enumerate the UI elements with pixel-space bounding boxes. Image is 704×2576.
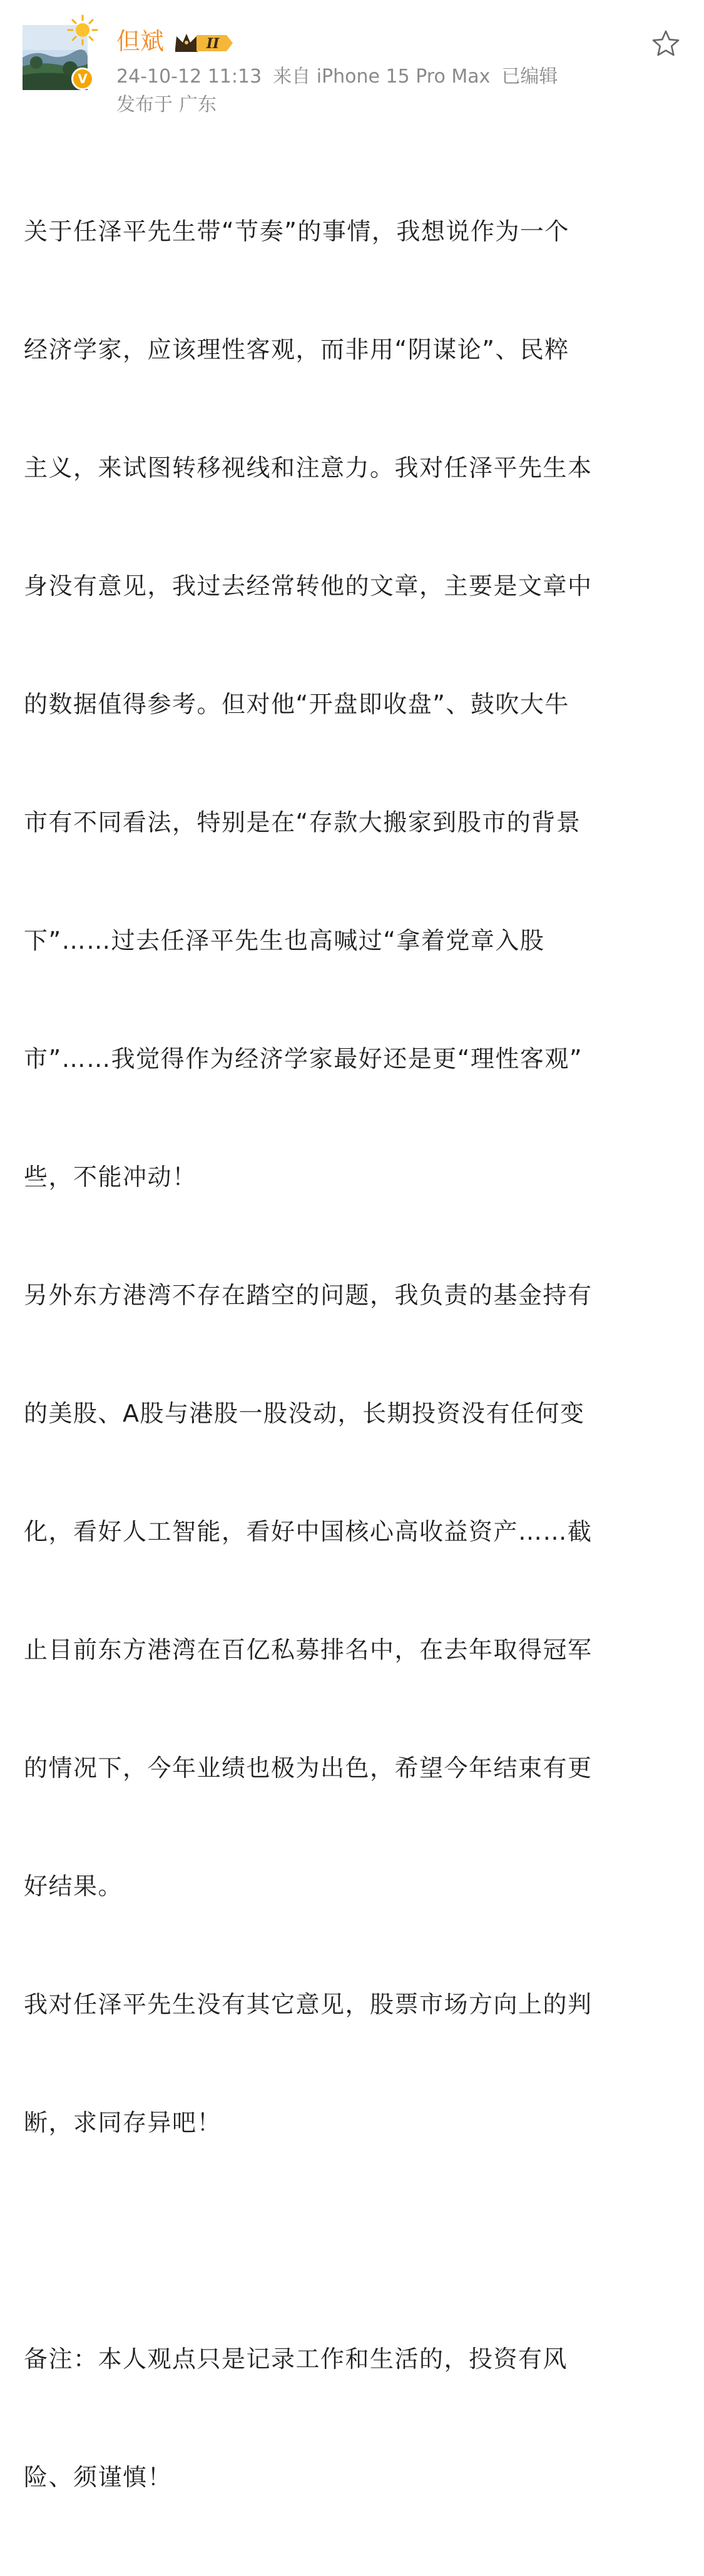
content-line: 些，不能冲动！ [24,1163,197,1191]
sun-icon [66,14,99,46]
content-line: 另外东方港湾不存在踏空的问题，我负责的基金持有 [24,1281,593,1309]
content-line: 市”……我觉得作为经济学家最好还是更“理性客观” [24,1045,583,1073]
content-line: 化，看好人工智能，看好中国核心高收益资产……截 [24,1518,593,1545]
post-location [116,92,217,118]
post-timestamp: 24-10-12 11:13 [116,66,262,88]
content-line: 关于任泽平先生带“节奏”的事情，我想说作为一个 [24,218,569,245]
content-line: 的情况下，今年业绩也极为出色，希望今年结束有更 [24,1754,593,1782]
post-edited-label[interactable]: 已编辑 [501,66,558,88]
content-line: 断，求同存异吧！ [24,2109,222,2136]
author-name[interactable]: 但斌 [116,28,165,55]
location-value: 广东 [179,94,217,116]
content-line: 经济学家，应该理性客观，而非用“阴谋论”、民粹 [24,336,569,363]
post-content [24,133,681,2576]
location-prefix: 发布于 [116,94,173,116]
author-avatar-group[interactable] [23,19,95,91]
content-line: 的数据值得参考。但对他“开盘即收盘”、鼓吹大牛 [24,690,569,718]
post-source: 来自 iPhone 15 Pro Max [273,66,491,88]
crown-badge-icon[interactable] [173,30,235,55]
level-badge-label: II [206,36,220,52]
content-line: 市有不同看法，特别是在“存款大搬家到股市的背景 [24,809,581,836]
content-line: 险、须谨慎！ [24,2463,173,2491]
content-line: 备注：本人观点只是记录工作和生活的，投资有风 [24,2345,568,2373]
content-line: 身没有意见，我过去经常转他的文章，主要是文章中 [24,572,593,600]
content-line: 我对任泽平先生没有其它意见，股票市场方向上的判 [24,1991,593,2018]
post-meta [116,64,558,90]
content-line: 主义，来试图转移视线和注意力。我对任泽平先生本 [24,454,593,482]
star-outline-icon[interactable] [651,29,681,59]
content-line: 下”……过去任泽平先生也高喊过“拿着党章入股 [24,927,545,954]
content-line: 好结果。 [24,1872,123,1900]
verified-v-icon: V [71,68,94,90]
content-blank-line [24,2221,681,2261]
content-line: 止目前东方港湾在百亿私募排名中，在去年取得冠军 [24,1636,593,1664]
content-line: 的美股、A股与港股一股没动，长期投资没有任何变 [24,1400,585,1427]
